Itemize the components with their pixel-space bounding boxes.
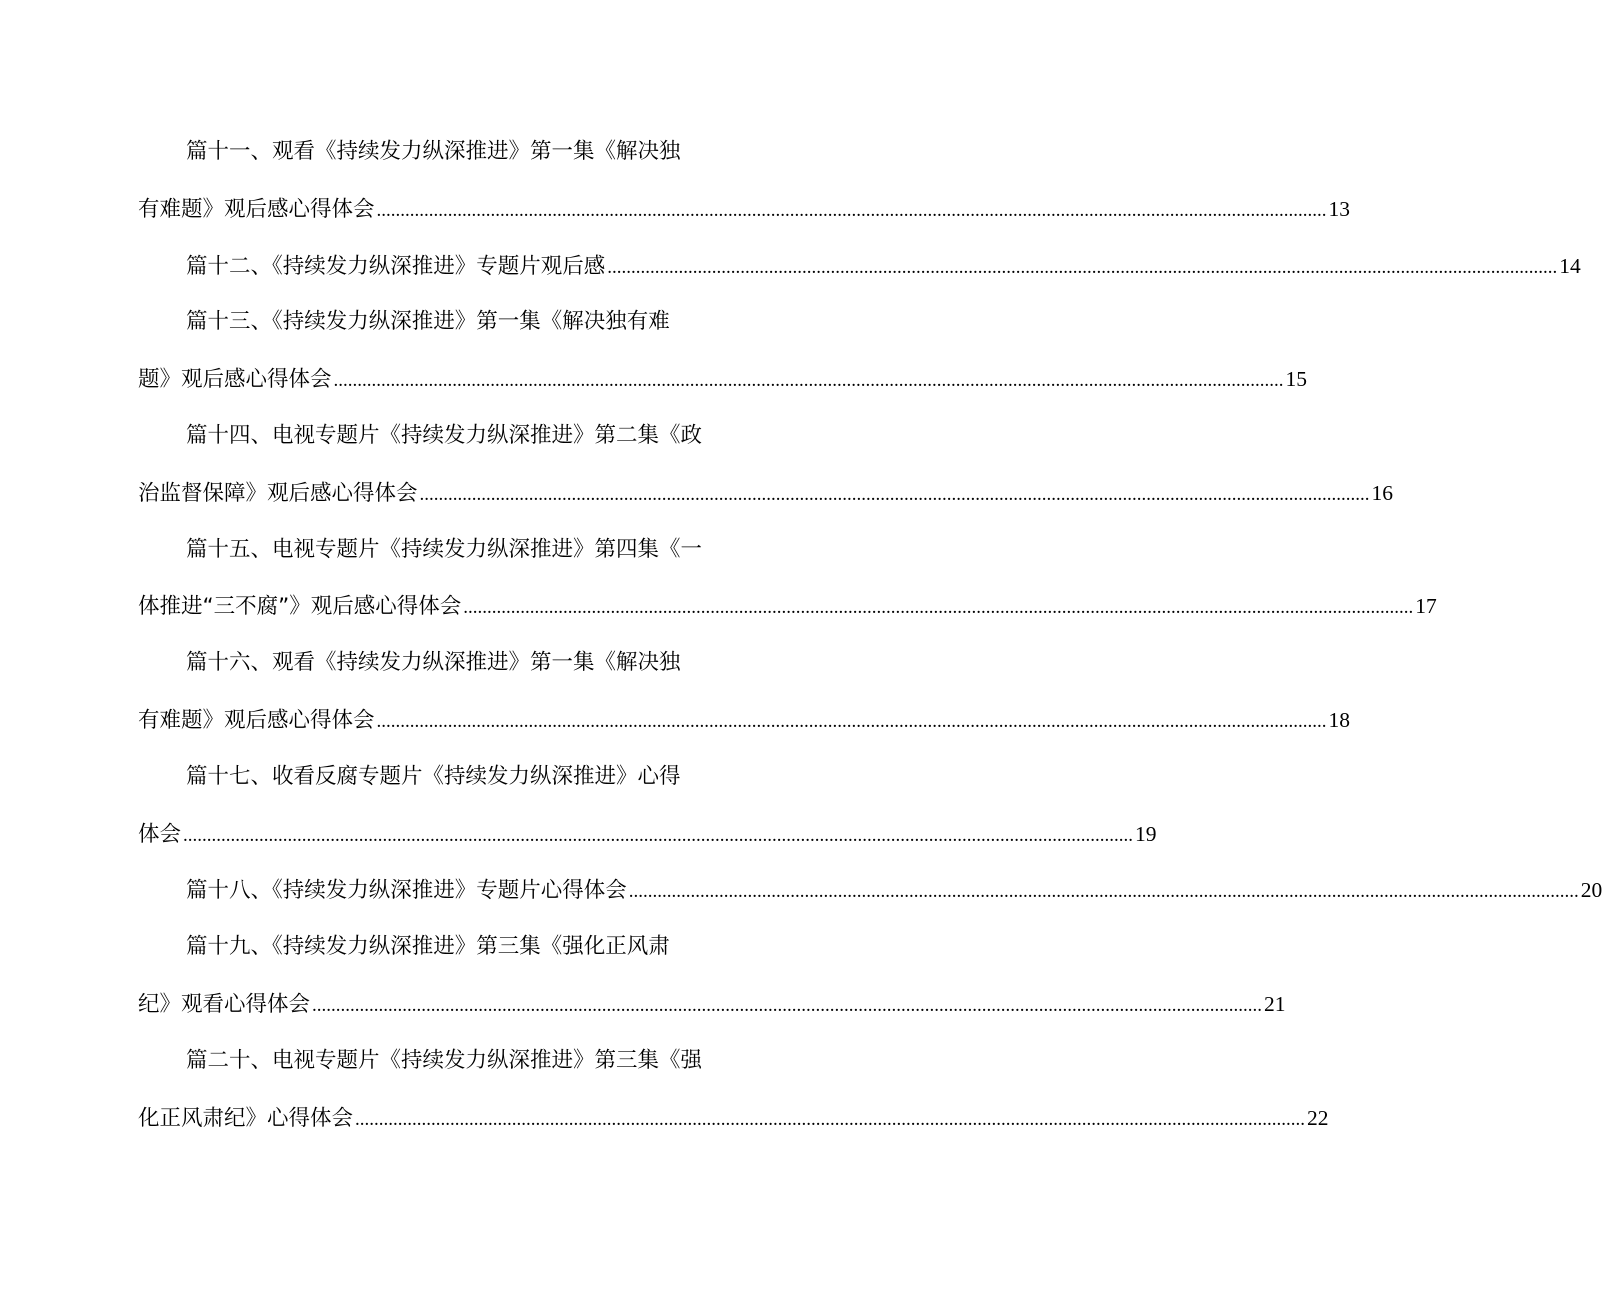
toc-entry-continuation — [138, 806, 1157, 863]
toc-entry-title-continued: 有难题》观后感心得体会 — [138, 707, 375, 733]
toc-entry[interactable] — [138, 1033, 1329, 1147]
toc-entry-title-continued: 有难题》观后感心得体会 — [138, 196, 375, 222]
toc-entry-title-continued: 体推进“三不腐”》观后感心得体会 — [138, 594, 462, 620]
toc-entry[interactable] — [138, 919, 1286, 1033]
toc-entry-title-continued: 体会 — [138, 821, 182, 847]
dot-leader: ........................................................................................................................................................................................................ — [376, 199, 1327, 221]
toc-entry-title-continued: 化正风肃纪》心得体会 — [138, 1105, 354, 1131]
dot-leader: ........................................................................................................................................................................................................ — [355, 1108, 1306, 1130]
toc-entry-title: 篇十六、观看《持续发力纵深推进》第一集《解决独 — [186, 650, 681, 676]
toc-entry-row — [138, 862, 1602, 919]
dot-leader: ........................................................................................................................................................................................................ — [628, 881, 1579, 903]
toc-entry-title: 篇十一、观看《持续发力纵深推进》第一集《解决独 — [186, 139, 681, 164]
toc-entry[interactable] — [138, 294, 1308, 408]
table-of-contents — [138, 124, 1602, 1146]
toc-entry-title: 篇十七、收看反腐专题片《持续发力纵深推进》心得 — [186, 763, 681, 789]
dot-leader: ........................................................................................................................................................................................................ — [463, 597, 1414, 619]
dot-leader: ........................................................................................................................................................................................................ — [419, 483, 1370, 505]
toc-entry-title: 篇二十、电视专题片《持续发力纵深推进》第三集《强 — [186, 1047, 703, 1073]
toc-entry-row — [138, 238, 1581, 295]
toc-entry-continuation — [138, 976, 1286, 1033]
toc-entry-title: 篇十二、《持续发力纵深推进》专题片观后感 — [186, 253, 606, 279]
toc-page-number: 17 — [1415, 594, 1437, 619]
toc-entry-title-continued: 治监督保障》观后感心得体会 — [138, 480, 418, 506]
toc-page-number: 15 — [1285, 367, 1308, 392]
dot-leader: ........................................................................................................................................................................................................ — [333, 370, 1284, 392]
toc-entry-title-continued: 题》观后感心得体会 — [138, 367, 332, 393]
toc-entry-continuation — [138, 692, 1351, 749]
dot-leader: ........................................................................................................................................................................................................ — [376, 710, 1327, 732]
toc-page-number: 21 — [1264, 991, 1286, 1016]
toc-entry-continuation — [138, 351, 1308, 408]
toc-page-number: 22 — [1307, 1105, 1329, 1130]
toc-entry[interactable] — [138, 124, 1351, 238]
toc-entry-continuation — [138, 578, 1437, 635]
toc-entry-title: 篇十三、《持续发力纵深推进》第一集《解决独有难 — [186, 309, 670, 335]
toc-entry[interactable] — [138, 749, 1157, 863]
toc-entry-title: 篇十四、电视专题片《持续发力纵深推进》第二集《政 — [186, 422, 703, 448]
toc-page-number: 20 — [1580, 878, 1602, 903]
dot-leader: ........................................................................................................................................................................................................ — [183, 824, 1134, 846]
toc-page-number: 18 — [1328, 707, 1351, 732]
toc-entry[interactable] — [138, 238, 1581, 295]
toc-entry-continuation — [138, 1090, 1329, 1147]
toc-page-number: 16 — [1371, 480, 1394, 505]
toc-page-number: 14 — [1559, 253, 1581, 278]
toc-entry[interactable] — [138, 862, 1602, 919]
toc-entry[interactable] — [138, 522, 1437, 636]
dot-leader: ........................................................................................................................................................................................................ — [312, 994, 1263, 1016]
toc-entry-continuation — [138, 181, 1351, 238]
toc-entry[interactable] — [138, 635, 1351, 749]
toc-page-number: 19 — [1135, 821, 1157, 846]
toc-entry-title: 篇十八、《持续发力纵深推进》专题片心得体会 — [186, 878, 627, 904]
toc-entry-continuation — [138, 465, 1394, 522]
dot-leader: ........................................................................................................................................................................................................ — [607, 256, 1558, 278]
toc-entry-title-continued: 纪》观看心得体会 — [138, 991, 311, 1017]
toc-entry[interactable] — [138, 408, 1394, 522]
toc-page-number: 13 — [1328, 196, 1351, 221]
toc-entry-title: 篇十九、《持续发力纵深推进》第三集《强化正风肃 — [186, 934, 670, 960]
toc-entry-title: 篇十五、电视专题片《持续发力纵深推进》第四集《一 — [186, 536, 703, 562]
